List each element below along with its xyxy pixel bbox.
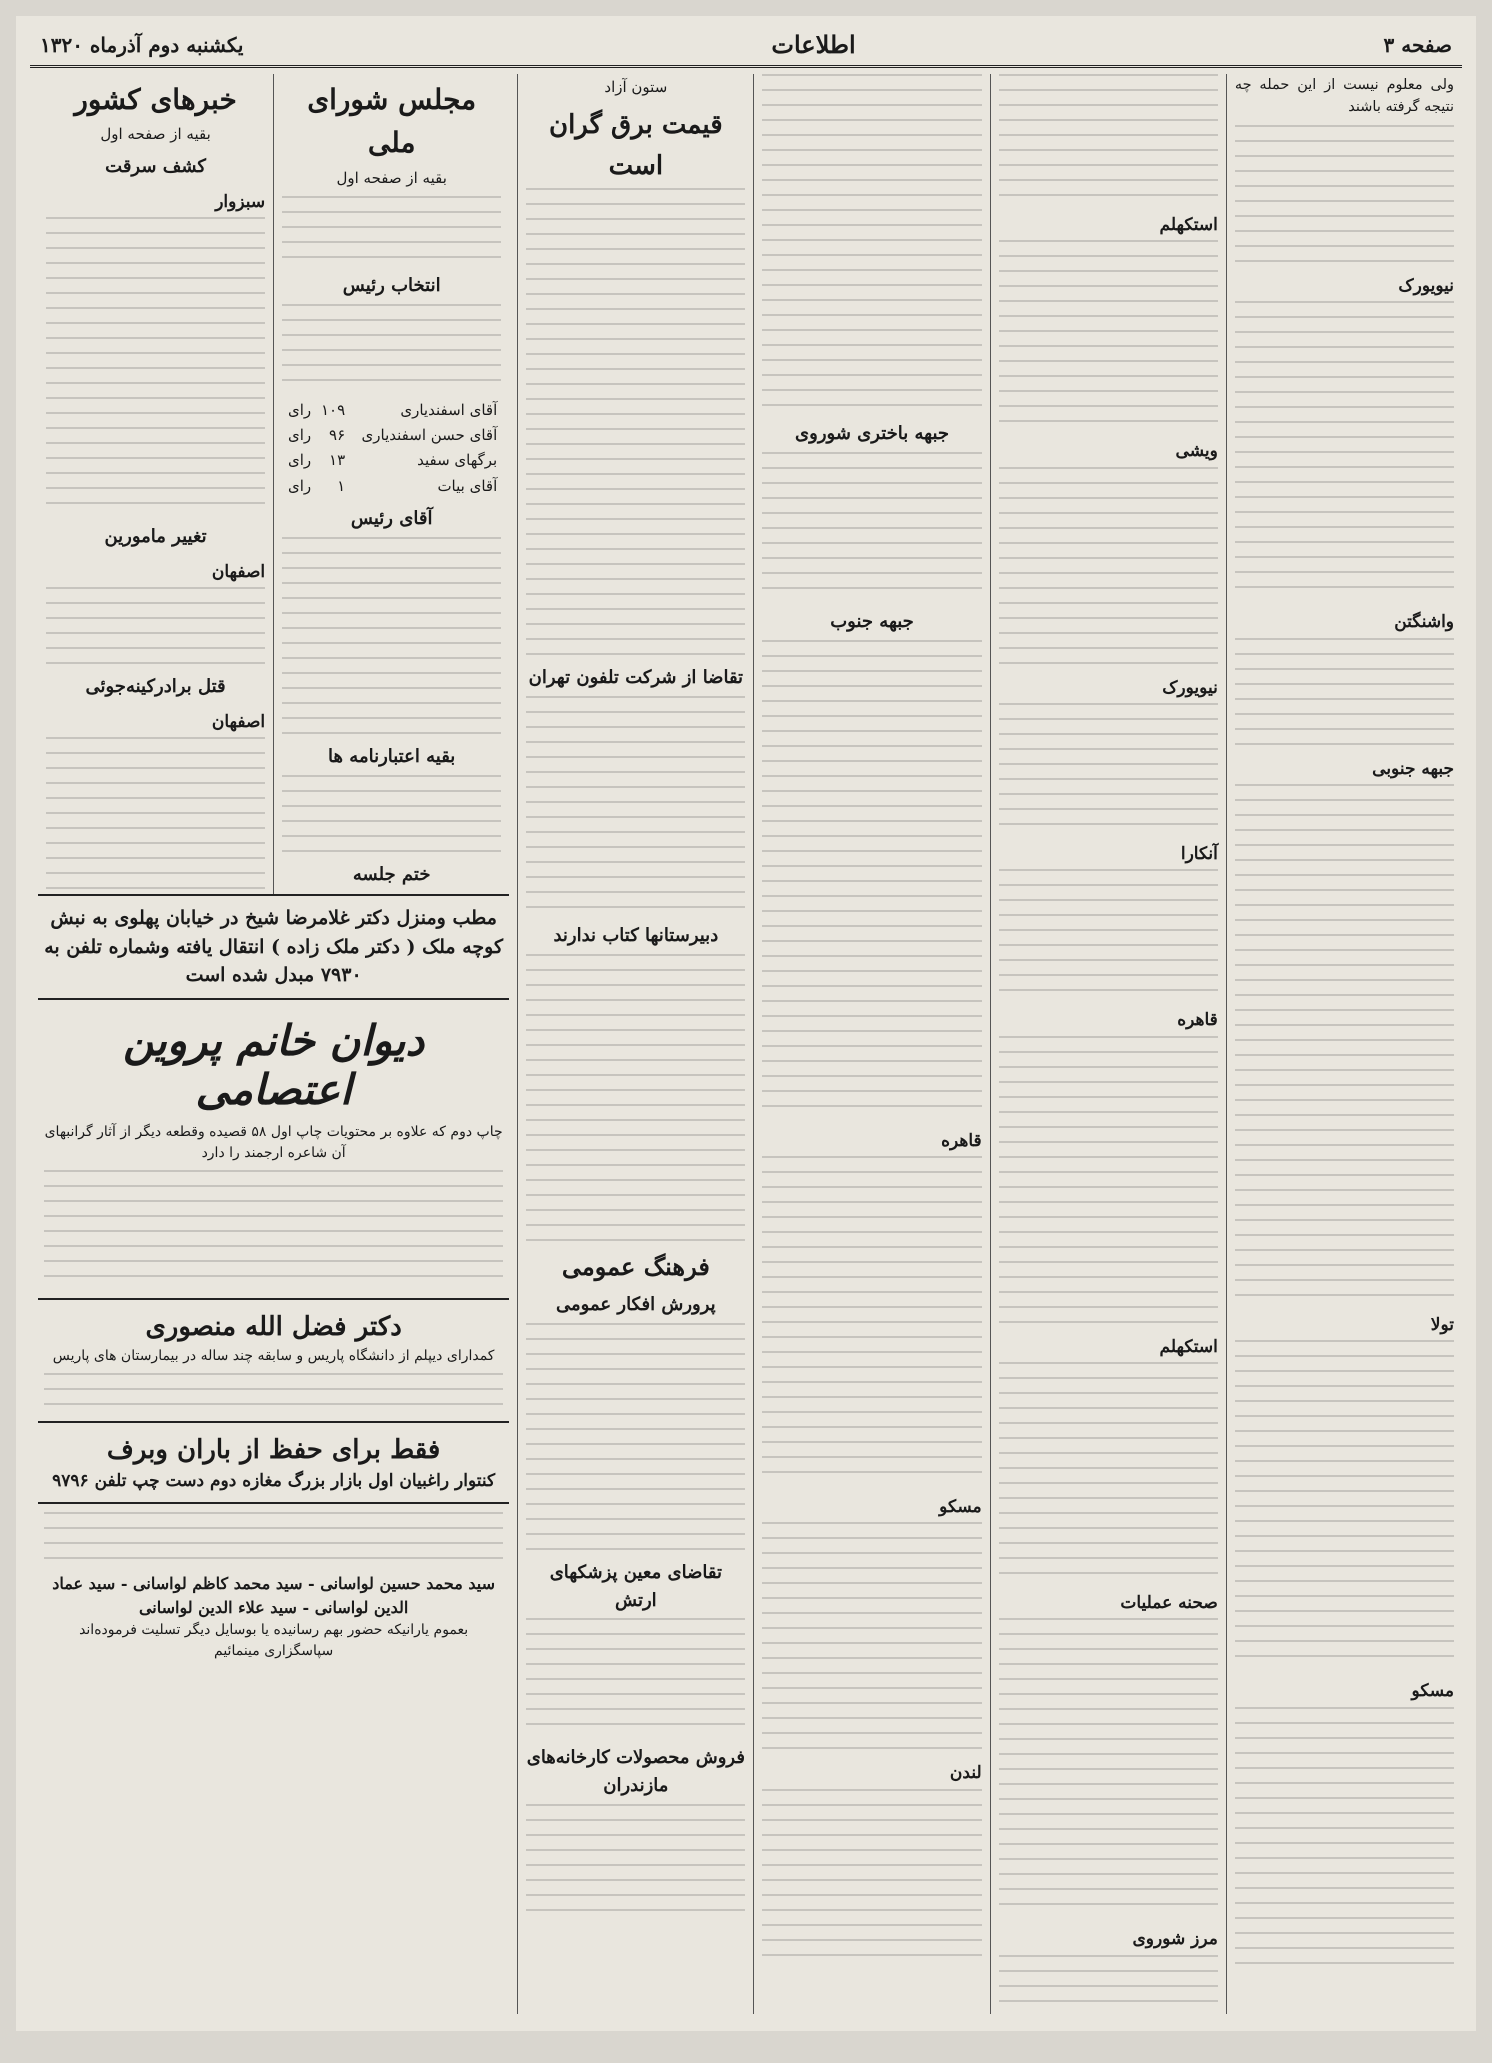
section-heading: فروش محصولات کارخانه‌های مازندران	[526, 1747, 745, 1797]
text-block	[526, 954, 745, 1244]
column-1	[1226, 74, 1462, 2014]
text-block	[1235, 125, 1454, 265]
text-block	[999, 1036, 1218, 1326]
section-heading: تقاضای معین پزشکهای ارتش	[549, 1561, 722, 1611]
column-3	[753, 74, 989, 2014]
text-block	[526, 696, 745, 916]
vote-name: برگهای سفید	[417, 451, 498, 470]
vote-row	[282, 474, 501, 499]
text-block	[999, 1955, 1218, 2014]
text-block	[46, 737, 265, 894]
headline: قیمت برق گران است	[548, 110, 723, 181]
vote-name: آقای اسفندیاری	[400, 400, 498, 419]
newspaper-page	[16, 16, 1476, 2031]
column-kicker: بقیه از صفحه اول	[100, 125, 211, 144]
vote-name: آقای بیات	[437, 476, 498, 495]
dateline: نیویورک	[1162, 677, 1218, 698]
text-block	[762, 640, 981, 1120]
dateline: ویشی	[1175, 441, 1218, 462]
vote-unit: رای	[287, 451, 312, 470]
text-block	[1235, 784, 1454, 1304]
dateline: مسکو	[1411, 1681, 1454, 1702]
text-block	[999, 1362, 1218, 1582]
dateline: قاهره	[941, 1130, 982, 1151]
column-kicker: بقیه از صفحه اول	[336, 168, 447, 187]
headline: مجلس شورای ملی	[307, 83, 477, 160]
column-6	[38, 74, 273, 894]
dateline: اصفهان	[211, 561, 266, 582]
section-heading: تقاضا از شرکت تلفون تهران	[528, 666, 744, 688]
text-block	[1235, 638, 1454, 748]
section-heading: دبیرستانها کتاب ندارند	[553, 924, 719, 946]
text-block	[1235, 301, 1454, 601]
vote-row	[282, 398, 501, 423]
text-block	[44, 1170, 503, 1290]
paper-name: اطلاعات	[771, 30, 856, 59]
text-block	[999, 467, 1218, 667]
text-block	[762, 1156, 981, 1486]
text-block	[46, 217, 265, 517]
text-block	[526, 1323, 745, 1553]
vote-count: ۹۶	[329, 426, 346, 445]
dateline: سبزوار	[215, 191, 266, 212]
section-heading: تغییر مامورین	[104, 525, 207, 547]
ad-rain-snow: فقط برای حفظ از باران وبرف کنتوار راغبیان اول بازار بزرگ مغازه دوم دست چپ تلفن ۹۷۹۶	[38, 1421, 509, 1503]
text-block	[1235, 1707, 1454, 1967]
headline: خبرهای کشور	[74, 83, 237, 116]
text-block	[282, 537, 501, 737]
text-block	[999, 240, 1218, 430]
dateline: مرز شوروی	[1132, 1929, 1218, 1950]
text-block	[762, 1789, 981, 1969]
vote-unit: رای	[287, 476, 312, 495]
dateline: استکهلم	[1159, 1336, 1218, 1357]
dateline: صحنه عملیات	[1120, 1593, 1218, 1614]
section-heading: جبهه جنوب	[830, 610, 914, 632]
ad-doctor-sheikh: مطب ومنزل دکتر غلامرضا شیخ در خیابان پهلوی به نبش کوچه ملک ( دکتر ملک زاده ) انتقال یافته وشماره تلفن به ۷۹۳۰ مبدل شده است	[38, 894, 509, 998]
text-block	[282, 775, 501, 855]
text-block	[999, 74, 1218, 204]
section-heading: بقیه اعتبارنامه ها	[328, 745, 456, 767]
text-block	[762, 1522, 981, 1752]
vote-count: ۱	[337, 476, 346, 495]
vote-name: آقای حسن اسفندیاری	[361, 426, 498, 445]
vote-unit: رای	[287, 426, 312, 445]
dateline: واشنگتن	[1394, 612, 1454, 633]
text-block	[999, 703, 1218, 833]
section-heading: پرورش افکار عمومی	[556, 1293, 716, 1315]
dateline: استکهلم	[1159, 215, 1218, 235]
text-block	[762, 74, 981, 414]
section-heading: جبهه باختری شوروی	[795, 423, 950, 444]
text-block	[282, 304, 501, 394]
text-block	[526, 188, 745, 658]
vote-row	[282, 448, 501, 473]
text-block	[46, 587, 265, 667]
left-section	[30, 74, 517, 2014]
dateline: تولا	[1430, 1314, 1454, 1335]
dateline: قاهره	[1177, 1010, 1218, 1031]
text-block	[1235, 1340, 1454, 1670]
text-block	[526, 1804, 745, 1924]
text-block	[282, 196, 501, 266]
dateline: مسکو	[939, 1497, 982, 1518]
text-block	[44, 1373, 503, 1413]
news-columns	[38, 74, 509, 894]
vote-unit: رای	[287, 400, 312, 419]
ad-doctor-mansouri: دکتر فضل الله منصوری کمدارای دیپلم از دانشگاه پاریس و سابقه چند ساله در بیمارستان های پاریس	[38, 1298, 509, 1421]
vote-count: ۱۰۹	[320, 400, 346, 419]
section-heading: آقای رئیس	[350, 507, 433, 529]
ad-divan-parvin: دیوان خانم پروین اعتصامی چاپ دوم که علاوه بر محتویات چاپ اول ۵۸ قصیده وقطعه دیگر از آثار گرانبهای آن شاعره ارجمند را دارد	[38, 998, 509, 1298]
section-heading: قتل برادرکینه‌جوئی	[85, 676, 226, 698]
lead-text: ولی معلوم نیست از این حمله چه نتیجه گرفته باشند	[1234, 77, 1454, 116]
dateline: جبهه جنوبی	[1372, 758, 1454, 779]
dateline: اصفهان	[211, 712, 266, 732]
column-2	[990, 74, 1226, 2014]
section-heading: کشف سرقت	[105, 155, 206, 177]
vote-table	[282, 398, 501, 499]
text-block	[44, 1512, 503, 1572]
text-block	[999, 1618, 1218, 1918]
page-number: صفحه ۳	[1383, 32, 1452, 57]
vote-row	[282, 423, 501, 448]
text-block	[526, 1618, 745, 1738]
text-block	[999, 869, 1218, 999]
dateline: لندن	[949, 1763, 982, 1784]
text-block	[762, 452, 981, 602]
column-4	[517, 74, 753, 2014]
dateline: آنکارا	[1180, 844, 1218, 865]
headline: فرهنگ عمومی	[561, 1251, 710, 1281]
issue-date: یکشنبه دوم آذرماه ۱۳۲۰	[40, 32, 244, 57]
column-kicker: ستون آزاد	[604, 78, 668, 96]
columns	[30, 74, 1462, 2014]
section-heading: ختم جلسه	[352, 863, 431, 885]
column-5	[273, 74, 509, 894]
vote-count: ۱۳	[329, 451, 346, 470]
ad-condolence: سید محمد حسین لواسانی - سید محمد کاظم لواسانی - سید عماد الدین لواسانی - سید علاء الدین لواسانی بعموم یارانیکه حضور بهم رسانیده یا بوسایل دیگر تسلیت فرموده‌اند سپاسگزاری مینمائیم	[38, 1502, 509, 1670]
masthead	[30, 26, 1462, 68]
dateline: نیویورک	[1398, 275, 1454, 296]
section-heading: انتخاب رئیس	[342, 275, 441, 297]
